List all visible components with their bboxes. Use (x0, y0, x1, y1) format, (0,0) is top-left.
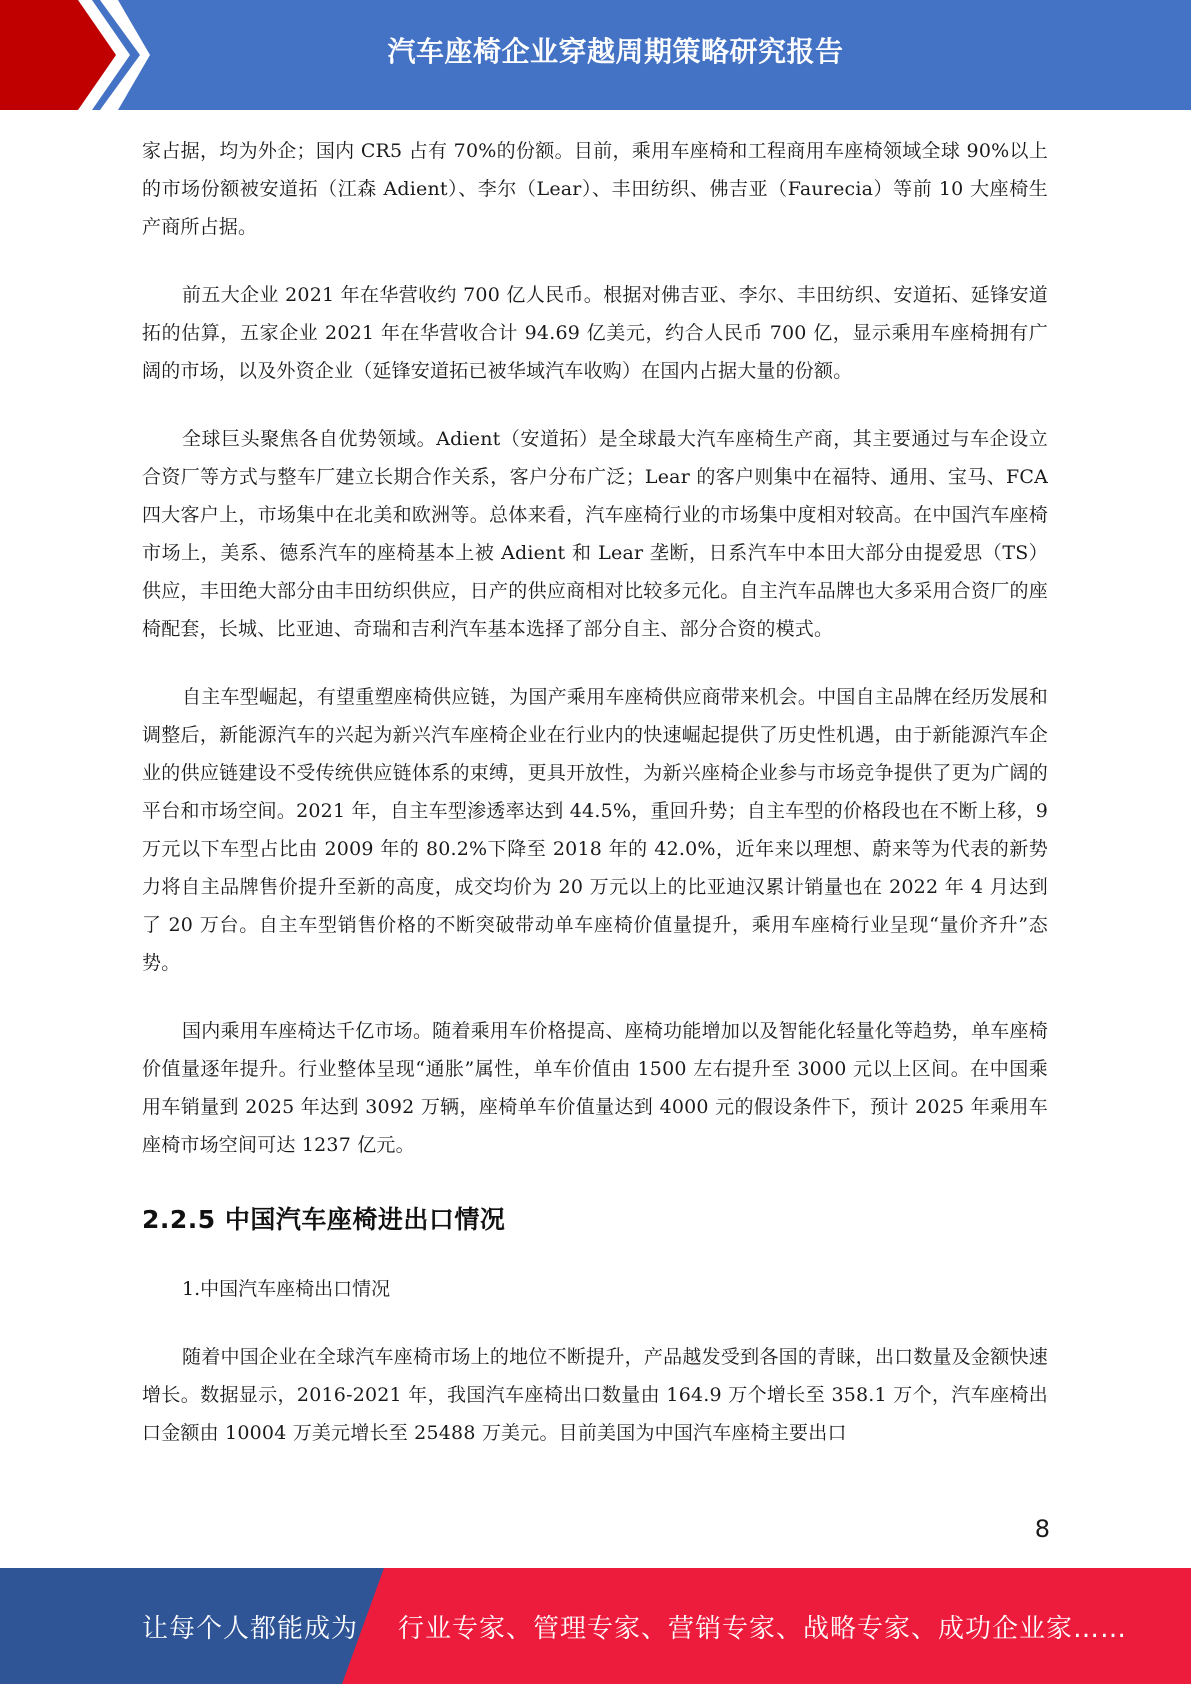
page-body (142, 132, 1048, 1452)
sub-heading: 1.中国汽车座椅出口情况 (182, 1278, 391, 1300)
paragraph-6: 随着中国企业在全球汽车座椅市场上的地位不断提升，产品越发受到各国的青睐，出口数量及金额快速增长。数据显示，2016-2021 年，我国汽车座椅出口数量由 164.9 万个增长至 358.1 万个，汽车座椅出口金额由 10004 万美元增长至 25488 万美元。目前美国为中国汽车座椅主要出口 (142, 1346, 1048, 1444)
paragraph-5: 国内乘用车座椅达千亿市场。随着乘用车价格提高、座椅功能增加以及智能化轻量化等趋势，单车座椅价值量逐年提升。行业整体呈现“通胀”属性，单车价值由 1500 左右提升至 3000 元以上区间。在中国乘用车销量到 2025 年达到 3092 万辆，座椅单车价值量达到 4000 元的假设条件下，预计 2025 年乘用车座椅市场空间可达 1237 亿元。 (142, 1020, 1048, 1156)
header-title: 汽车座椅企业穿越周期策略研究报告 (387, 35, 844, 68)
page-number: 8 (1034, 1515, 1050, 1543)
paragraph-3: 全球巨头聚焦各自优势领域。Adient（安道拓）是全球最大汽车座椅生产商，其主要通过与车企设立合资厂等方式与整车厂建立长期合作关系，客户分布广泛；Lear 的客户则集中在福特、通用、宝马、FCA 四大客户上，市场集中在北美和欧洲等。总体来看，汽车座椅行业的市场集中度相对较高。在中国汽车座椅市场上，美系、德系汽车的座椅基本上被 Adient 和 Lear 垄断，日系汽车中本田大部分由提爱思（TS）供应，丰田绝大部分由丰田纺织供应，日产的供应商相对比较多元化。自主汽车品牌也大多采用合资厂的座椅配套，长城、比亚迪、奇瑞和吉利汽车基本选择了部分自主、部分合资的模式。 (142, 428, 1048, 640)
page-footer (0, 1568, 1191, 1684)
page-header (0, 0, 1191, 112)
footer-slogan-left: 让每个人都能成为 (142, 1613, 359, 1644)
paragraph-1: 家占据，均为外企；国内 CR5 占有 70%的份额。目前，乘用车座椅和工程商用车座椅领域全球 90%以上的市场份额被安道拓（江森 Adient）、李尔（Lear）、丰田纺织、佛吉亚（Faurecia）等前 10 大座椅生产商所占据。 (142, 140, 1048, 238)
paragraph-2: 前五大企业 2021 年在华营收约 700 亿人民币。根据对佛吉亚、李尔、丰田纺织、安道拓、延锋安道拓的估算，五家企业 2021 年在华营收合计 94.69 亿美元，约合人民币 700 亿，显示乘用车座椅拥有广阔的市场，以及外资企业（延锋安道拓已被华域汽车收购）在国内占据大量的份额。 (142, 284, 1048, 382)
footer-slogan-right: 行业专家、管理专家、营销专家、战略专家、成功企业家…… (398, 1613, 1128, 1644)
section-heading: 2.2.5 中国汽车座椅进出口情况 (142, 1205, 506, 1234)
paragraph-4: 自主车型崛起，有望重塑座椅供应链，为国产乘用车座椅供应商带来机会。中国自主品牌在经历发展和调整后，新能源汽车的兴起为新兴汽车座椅企业在行业内的快速崛起提供了历史性机遇，由于新能源汽车企业的供应链建设不受传统供应链体系的束缚，更具开放性，为新兴座椅企业参与市场竞争提供了更为广阔的平台和市场空间。2021 年，自主车型渗透率达到 44.5%，重回升势；自主车型的价格段也在不断上移，9 万元以下车型占比由 2009 年的 80.2%下降至 2018 年的 42.0%，近年来以理想、蔚来等为代表的新势力将自主品牌售价提升至新的高度，成交均价为 20 万元以上的比亚迪汉累计销量也在 2022 年 4 月达到了 20 万台。自主车型销售价格的不断突破带动单车座椅价值量提升，乘用车座椅行业呈现“量价齐升”态势。 (142, 686, 1048, 974)
